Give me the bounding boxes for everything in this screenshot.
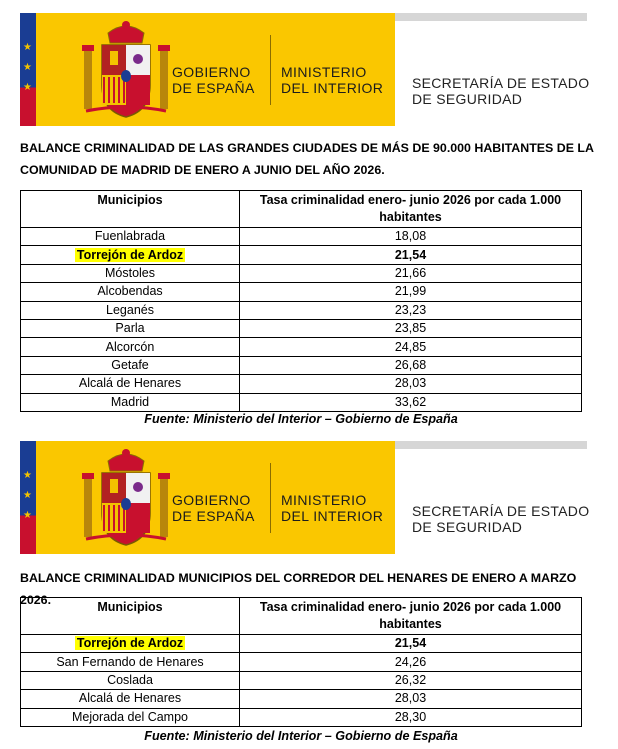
ministry-line2: DEL INTERIOR <box>281 80 384 96</box>
government-label <box>172 64 255 96</box>
table-header-row <box>21 191 582 228</box>
government-line2: DE ESPAÑA <box>172 508 255 524</box>
ministry-banner <box>20 13 590 126</box>
municipality-name: Leganés <box>106 302 154 317</box>
municipality-name: Parla <box>115 321 145 336</box>
municipality-cell <box>21 228 240 246</box>
header-crime-rate: Tasa criminalidad enero- junio 2026 por cada 1.000 habitantes <box>240 191 582 228</box>
table-row <box>21 708 582 726</box>
crime-rate-cell: 24,85 <box>240 338 582 356</box>
table-row <box>21 319 582 337</box>
crime-rate-cell: 23,23 <box>240 301 582 319</box>
municipality-cell <box>21 708 240 726</box>
crime-rate-cell: 23,85 <box>240 319 582 337</box>
municipality-name: Torrejón de Ardoz <box>76 636 184 651</box>
coat-of-arms-icon <box>78 19 174 123</box>
coat-of-arms-icon <box>78 447 174 551</box>
municipality-name: Alcorcón <box>105 339 155 354</box>
secretariat-line2: DE SEGURIDAD <box>412 91 523 107</box>
section1-title: BALANCE CRIMINALIDAD DE LAS GRANDES CIUDADES DE MÁS DE 90.000 HABITANTES DE LA COMUNIDAD DE MADRID DE ENERO A JUNIO DEL AÑO 2026. <box>20 141 594 177</box>
table-row <box>21 635 582 653</box>
crime-rate-cell: 26,68 <box>240 356 582 374</box>
table-row <box>21 690 582 708</box>
crime-rate-cell: 26,32 <box>240 671 582 689</box>
municipality-name: Madrid <box>110 394 150 409</box>
table-row <box>21 356 582 374</box>
municipality-name: Alcalá de Henares <box>78 376 182 391</box>
ministry-label <box>281 492 383 524</box>
crime-rate-cell: 33,62 <box>240 393 582 411</box>
header-crime-rate: Tasa criminalidad enero- junio 2026 por cada 1.000 habitantes <box>240 598 582 635</box>
table-row <box>21 264 582 282</box>
table-row <box>21 393 582 411</box>
ministry-line1: MINISTERIO <box>281 64 367 80</box>
crime-rate-cell: 24,26 <box>240 653 582 671</box>
municipality-name: Fuenlabrada <box>94 229 166 244</box>
ministry-line2: DEL INTERIOR <box>281 508 384 524</box>
municipality-cell <box>21 319 240 337</box>
eu-flag-stripe-icon: ★ ★ ★ <box>20 441 36 554</box>
municipality-cell <box>21 283 240 301</box>
section1-source: Fuente: Ministerio del Interior – Gobierno de España <box>144 412 458 426</box>
table-row <box>21 653 582 671</box>
municipality-cell <box>21 264 240 282</box>
secretariat-label <box>412 75 589 107</box>
table-row <box>21 671 582 689</box>
ministry-line1: MINISTERIO <box>281 492 367 508</box>
municipality-cell <box>21 375 240 393</box>
crime-rate-cell: 18,08 <box>240 228 582 246</box>
section2-title: BALANCE CRIMINALIDAD MUNICIPIOS DEL CORREDOR DEL HENARES DE ENERO A MARZO 2026. <box>20 571 577 607</box>
government-line2: DE ESPAÑA <box>172 80 255 96</box>
municipality-cell <box>21 356 240 374</box>
municipality-name: Mejorada del Campo <box>71 709 189 724</box>
table-row <box>21 375 582 393</box>
eu-flag-stripe-icon: ★ ★ ★ <box>20 13 36 126</box>
banner-divider <box>270 463 271 533</box>
municipality-cell <box>21 690 240 708</box>
crime-rate-cell: 21,99 <box>240 283 582 301</box>
secretariat-line1: SECRETARÍA DE ESTADO <box>412 503 590 519</box>
municipality-name: Alcobendas <box>97 284 163 299</box>
municipality-cell <box>21 635 240 653</box>
government-line1: GOBIERNO <box>172 492 251 508</box>
header-municipalities: Municipios <box>21 191 240 228</box>
secretariat-label <box>412 503 589 535</box>
crime-rate-cell: 21,66 <box>240 264 582 282</box>
table-row <box>21 228 582 246</box>
crime-rate-cell: 21,54 <box>240 635 582 653</box>
table-row <box>21 283 582 301</box>
government-label <box>172 492 255 524</box>
municipality-name: Alcalá de Henares <box>78 691 182 706</box>
banner-gray-strip <box>395 441 587 449</box>
municipality-cell <box>21 301 240 319</box>
municipality-cell <box>21 393 240 411</box>
crime-rate-cell: 28,03 <box>240 375 582 393</box>
municipality-cell <box>21 338 240 356</box>
municipality-name: Getafe <box>111 357 149 372</box>
municipality-cell <box>21 246 240 264</box>
table-row <box>21 246 582 264</box>
government-line1: GOBIERNO <box>172 64 251 80</box>
table-header-row <box>21 598 582 635</box>
municipality-name: Móstoles <box>104 265 156 280</box>
ministry-label <box>281 64 383 96</box>
table-row <box>21 301 582 319</box>
ministry-banner-2 <box>20 441 590 554</box>
section2-source: Fuente: Ministerio del Interior – Gobierno de España <box>144 729 458 743</box>
municipality-name: San Fernando de Henares <box>56 654 204 669</box>
table-row <box>21 338 582 356</box>
secretariat-line1: SECRETARÍA DE ESTADO <box>412 75 590 91</box>
municipality-name: Torrejón de Ardoz <box>76 247 184 262</box>
crime-rate-cell: 28,30 <box>240 708 582 726</box>
municipality-cell <box>21 671 240 689</box>
header-municipalities: Municipios <box>21 598 240 635</box>
crime-rate-table-large-cities <box>20 190 582 412</box>
crime-rate-cell: 21,54 <box>240 246 582 264</box>
municipality-name: Coslada <box>107 672 153 687</box>
municipality-cell <box>21 653 240 671</box>
banner-gray-strip <box>395 13 587 21</box>
crime-rate-table-henares-corridor <box>20 597 582 727</box>
crime-rate-cell: 28,03 <box>240 690 582 708</box>
banner-divider <box>270 35 271 105</box>
secretariat-line2: DE SEGURIDAD <box>412 519 523 535</box>
